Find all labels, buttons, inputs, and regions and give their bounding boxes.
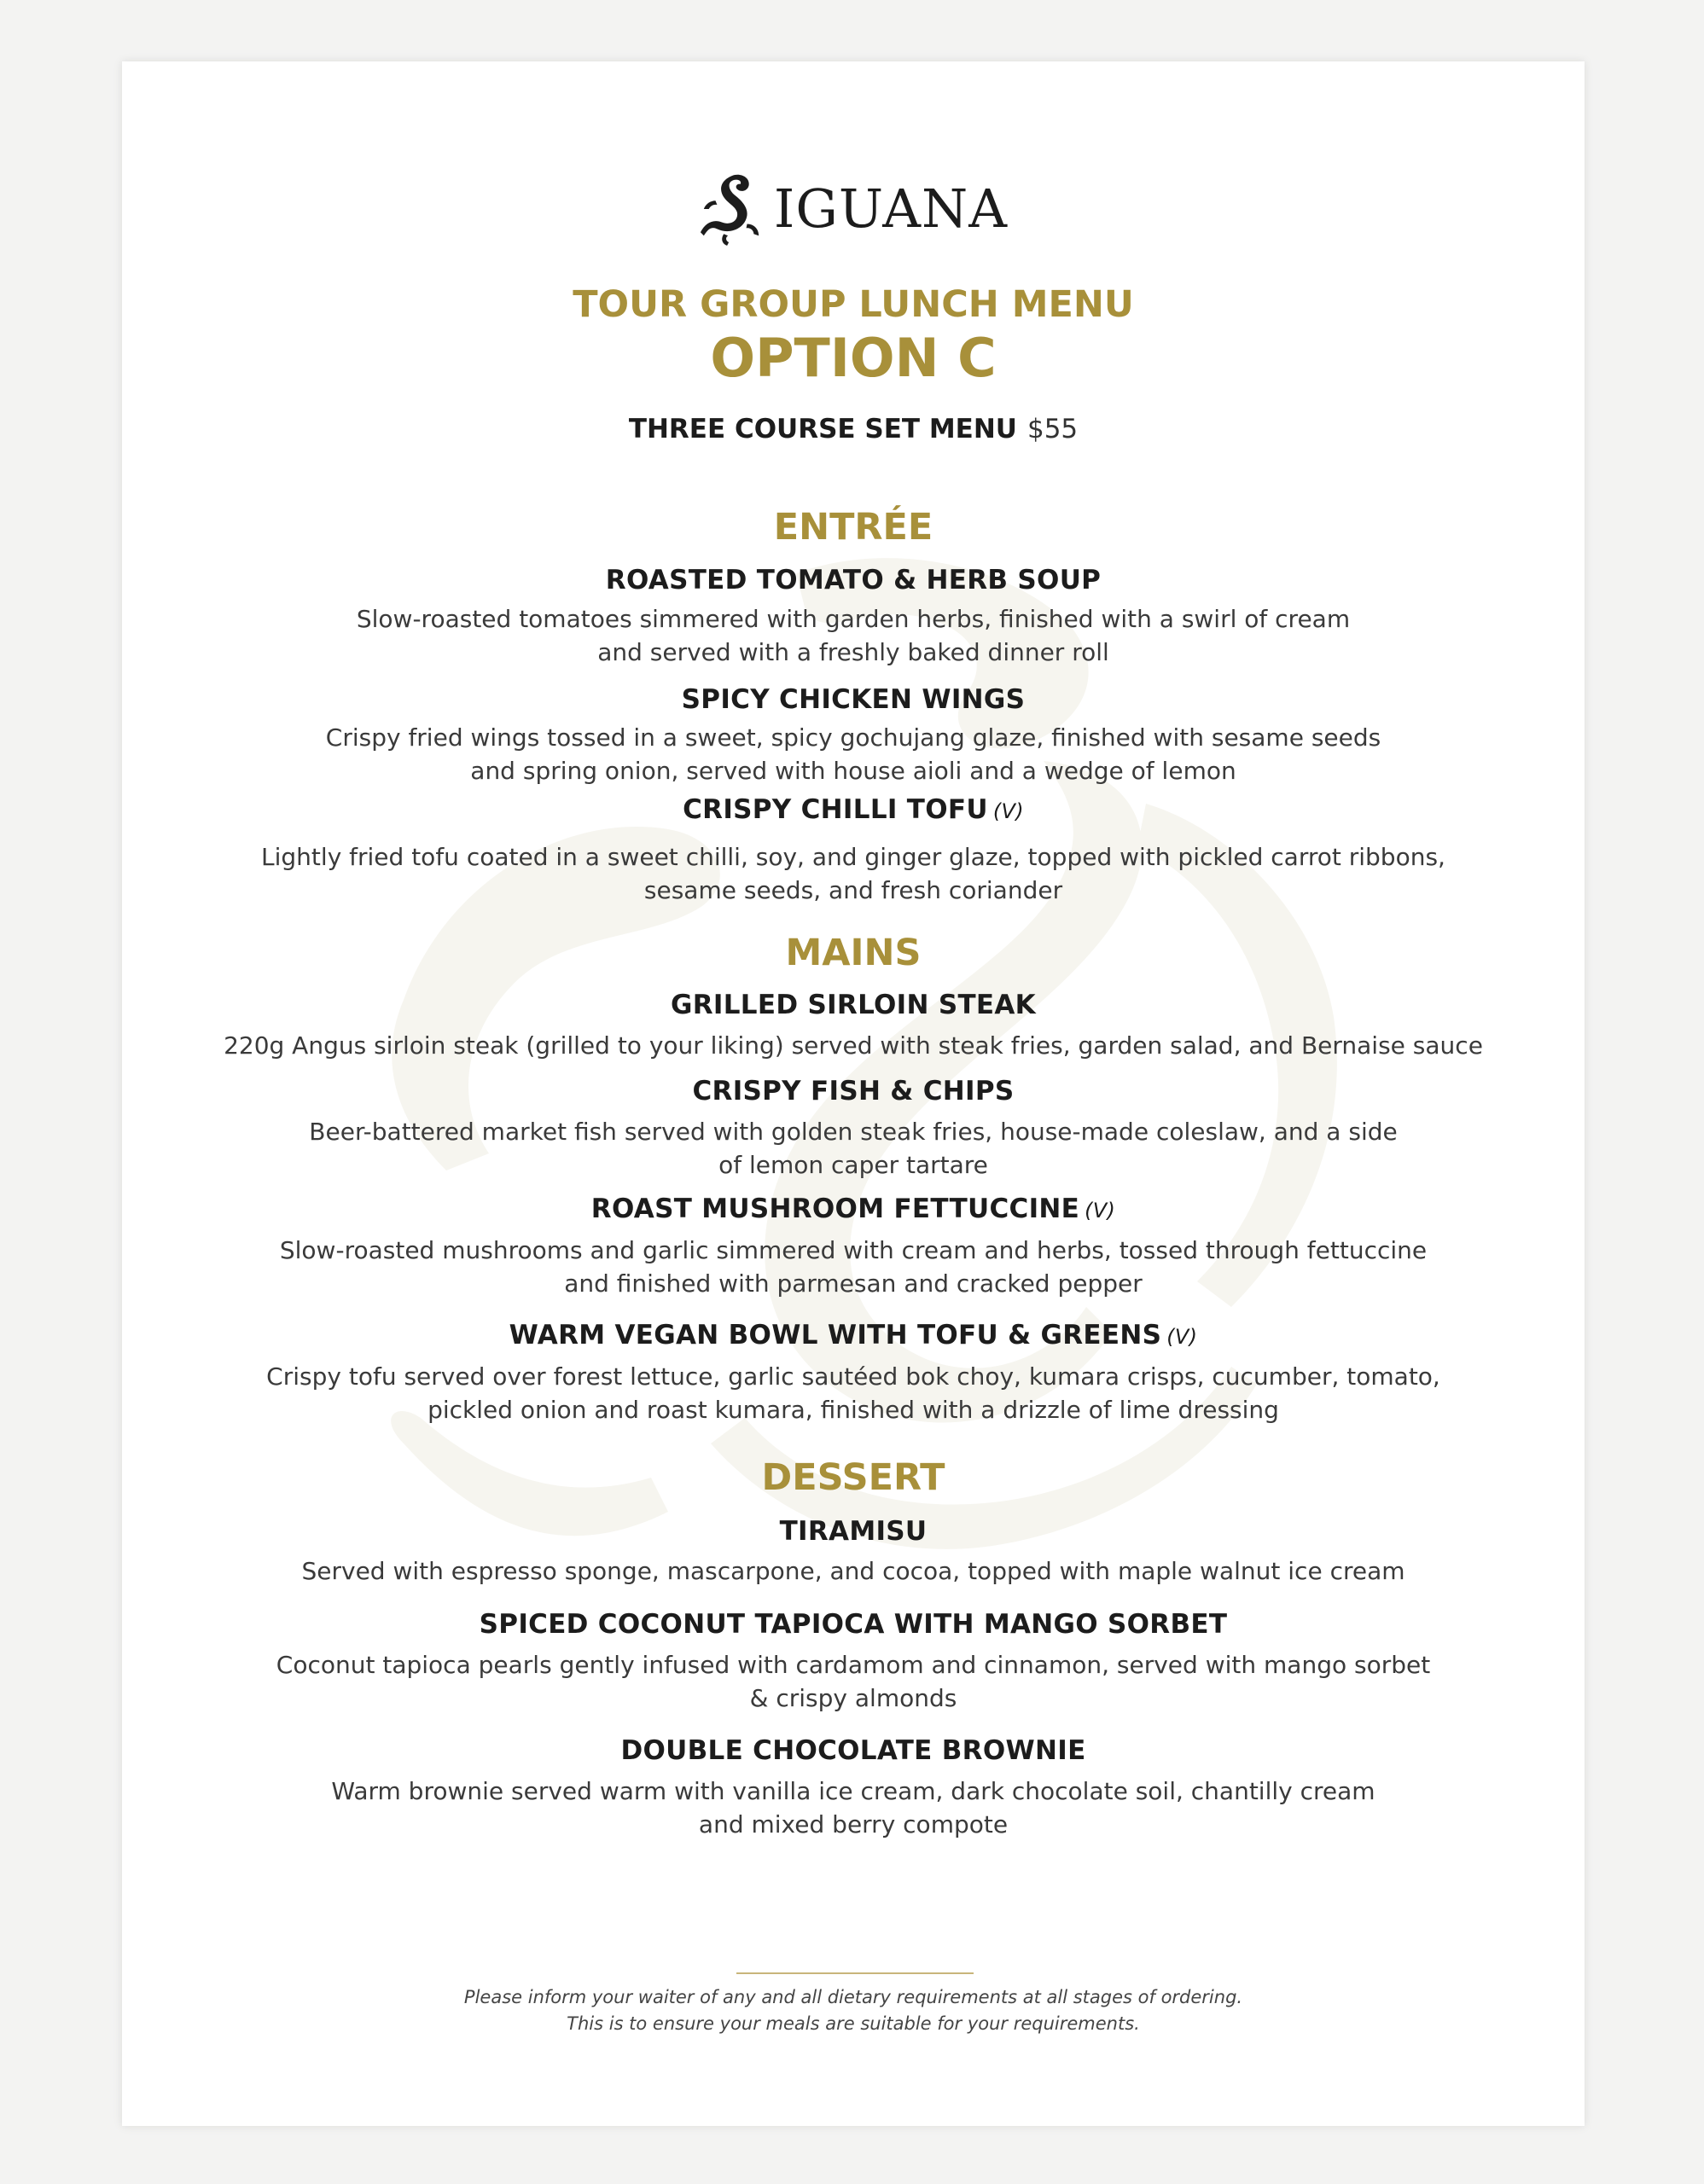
brand-name: IGUANA xyxy=(773,177,1009,240)
menu-option: OPTION C xyxy=(710,327,997,389)
dish-title: ROAST MUSHROOM FETTUCCINE xyxy=(590,1194,1080,1224)
desc-line: and finished with parmesan and cracked pepper xyxy=(564,1269,1143,1298)
vegetarian-tag: (V) xyxy=(1166,1325,1198,1349)
desc-line: pickled onion and roast kumara, finished with a drizzle of lime dressing xyxy=(427,1396,1279,1424)
dish-description xyxy=(122,1115,1585,1182)
dish-description xyxy=(122,840,1585,907)
dish-description xyxy=(122,1774,1585,1841)
iguana-logo-icon xyxy=(699,171,765,247)
dish-title: SPICED COCONUT TAPIOCA WITH MANGO SORBET xyxy=(479,1609,1228,1640)
dish-description xyxy=(122,1554,1585,1588)
set-menu-label: THREE COURSE SET MENU xyxy=(628,414,1017,444)
desc-line: Served with espresso sponge, mascarpone, and cocoa, topped with maple walnut ice cream xyxy=(301,1557,1405,1585)
dish-description xyxy=(122,721,1585,787)
dish-name xyxy=(122,1516,1585,1547)
desc-line: of lemon caper tartare xyxy=(718,1151,988,1179)
dish-title: SPICY CHICKEN WINGS xyxy=(681,684,1026,715)
footer-divider xyxy=(736,1972,974,1974)
dish-description xyxy=(122,1234,1585,1300)
desc-line: Coconut tapioca pearls gently infused with cardamom and cinnamon, served with mango sorbet xyxy=(276,1651,1431,1679)
dish-title: ROASTED TOMATO & HERB SOUP xyxy=(605,565,1102,595)
desc-line: Lightly fried tofu coated in a sweet chilli, soy, and ginger glaze, topped with pickled carrot ribbons, xyxy=(261,843,1445,871)
dish-title: CRISPY CHILLI TOFU xyxy=(683,794,988,825)
dish-name xyxy=(122,684,1585,715)
vegetarian-tag: (V) xyxy=(992,799,1024,823)
desc-line: and spring onion, served with house aioli and a wedge of lemon xyxy=(470,757,1236,785)
desc-line: and served with a freshly baked dinner roll xyxy=(597,638,1109,666)
section-heading-mains: MAINS xyxy=(785,932,922,974)
desc-line: sesame seeds, and fresh coriander xyxy=(643,876,1063,904)
desc-line: Crispy fried wings tossed in a sweet, spicy gochujang glaze, finished with sesame seeds xyxy=(325,723,1381,752)
dish-description xyxy=(122,602,1585,669)
set-menu-line xyxy=(122,414,1585,444)
dish-name xyxy=(122,794,1585,825)
dish-title: DOUBLE CHOCOLATE BROWNIE xyxy=(620,1735,1086,1766)
dish-name xyxy=(122,1076,1585,1107)
vegetarian-tag: (V) xyxy=(1085,1199,1116,1223)
dish-title: TIRAMISU xyxy=(779,1516,928,1547)
desc-line: Crispy tofu served over forest lettuce, garlic sautéed bok choy, kumara crisps, cucumber, tomato, xyxy=(266,1362,1440,1391)
dish-name xyxy=(122,1609,1585,1640)
menu-page xyxy=(122,61,1585,2126)
dish-description xyxy=(122,1648,1585,1715)
dish-title: CRISPY FISH & CHIPS xyxy=(692,1076,1015,1107)
desc-line: & crispy almonds xyxy=(749,1684,957,1712)
dish-title: GRILLED SIRLOIN STEAK xyxy=(670,990,1037,1020)
set-menu-price: $55 xyxy=(1026,414,1079,444)
section-heading-dessert: DESSERT xyxy=(761,1456,945,1499)
dish-title: WARM VEGAN BOWL WITH TOFU & GREENS xyxy=(509,1320,1162,1350)
desc-line: Warm brownie served warm with vanilla ice cream, dark chocolate soil, chantilly cream xyxy=(331,1777,1375,1805)
dish-name xyxy=(122,1194,1585,1224)
dish-name xyxy=(122,1320,1585,1350)
desc-line: Beer-battered market fish served with golden steak fries, house-made coleslaw, and a side xyxy=(309,1118,1398,1146)
desc-line: Slow-roasted tomatoes simmered with garden herbs, finished with a swirl of cream xyxy=(356,605,1351,633)
dish-name xyxy=(122,1735,1585,1766)
desc-line: and mixed berry compote xyxy=(698,1810,1009,1838)
menu-title: TOUR GROUP LUNCH MENU xyxy=(573,283,1134,326)
section-heading-entree: ENTRÉE xyxy=(773,506,933,549)
dish-name xyxy=(122,990,1585,1020)
desc-line: 220g Angus sirloin steak (grilled to your liking) served with steak fries, garden salad, and Bernaise sauce xyxy=(224,1031,1483,1060)
dish-description xyxy=(122,1029,1585,1062)
note-line: Please inform your waiter of any and all dietary requirements at all stages of ordering. xyxy=(463,1987,1243,2007)
dish-name xyxy=(122,565,1585,595)
dish-description xyxy=(122,1360,1585,1426)
note-line: This is to ensure your meals are suitable for your requirements. xyxy=(567,2013,1140,2034)
desc-line: Slow-roasted mushrooms and garlic simmered with cream and herbs, tossed through fettuccine xyxy=(279,1236,1428,1264)
dietary-note xyxy=(122,1984,1585,2037)
brand-logo xyxy=(122,171,1585,247)
